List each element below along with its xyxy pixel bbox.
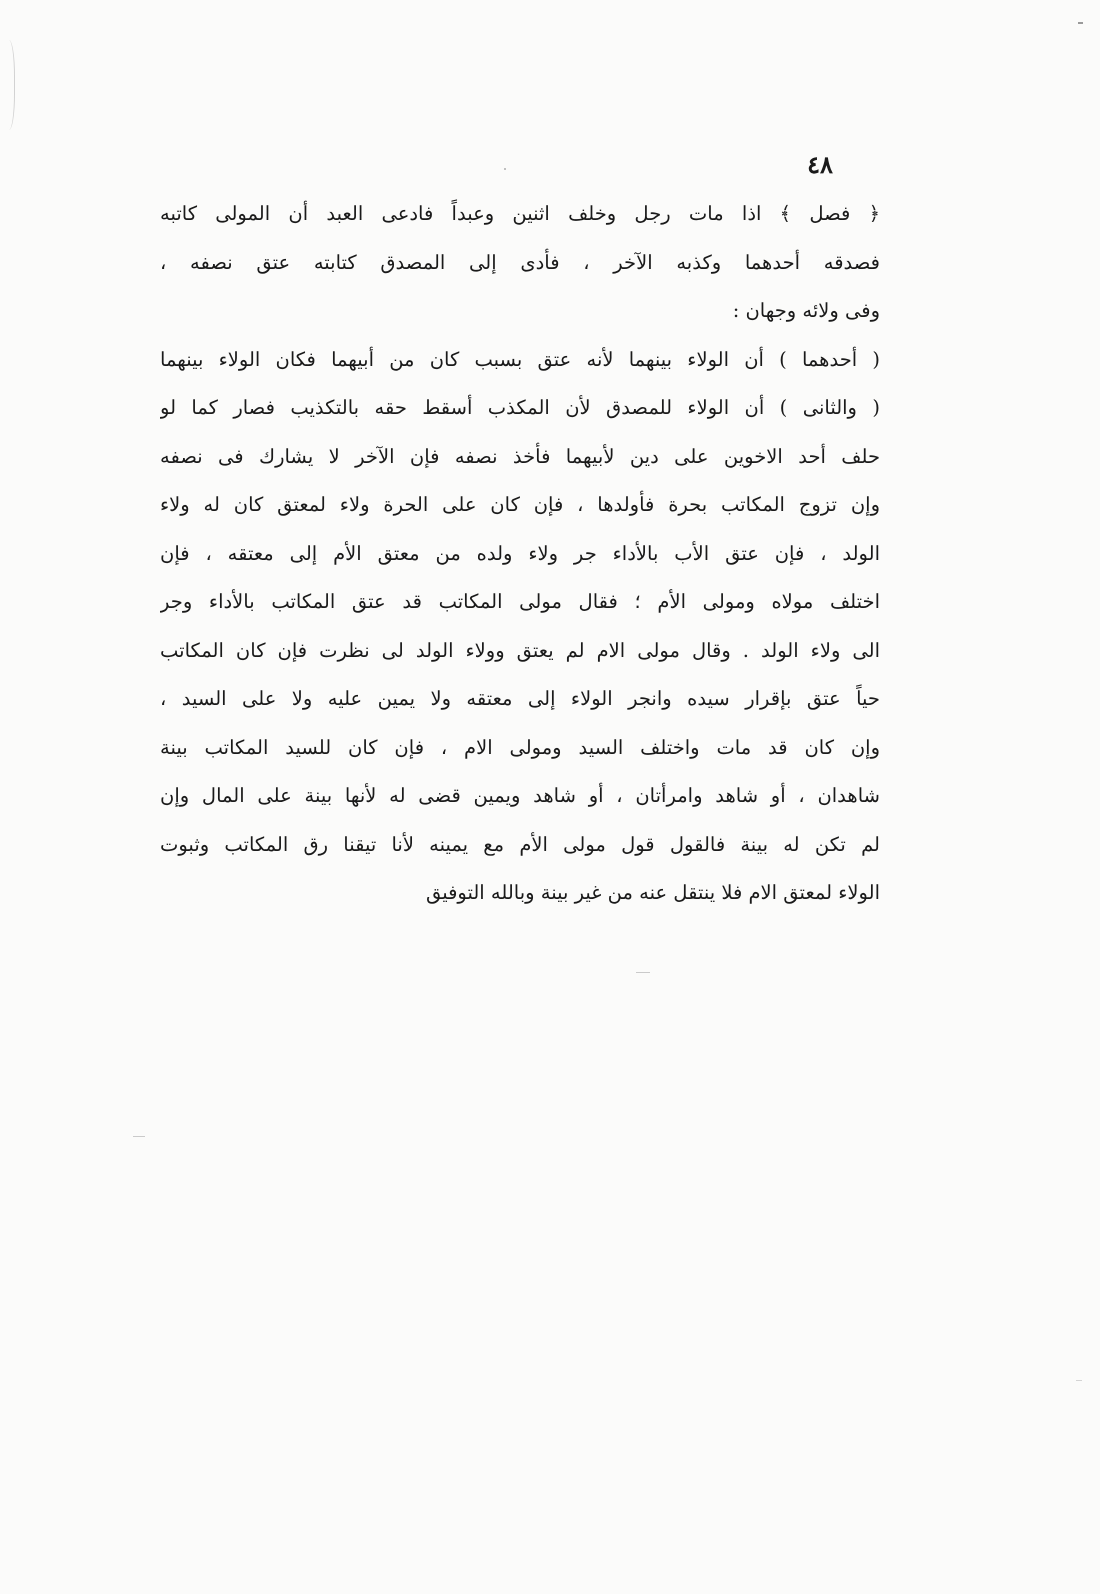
page-number: ٤٨ xyxy=(807,150,833,179)
text-line: وإن كان قد مات واختلف السيد ومولى الام ، فإن كان للسيد المكاتب بينة xyxy=(160,735,880,759)
text-line: الولاء لمعتق الام فلا ينتقل عنه من غير بينة وبالله التوفيق xyxy=(425,881,880,904)
scan-speck xyxy=(1076,1380,1082,1381)
text-line: حياً عتق بإقرار سيده وانجر الولاء إلى معتقه ولا يمين عليه ولا على السيد ، xyxy=(160,687,880,710)
scan-speck xyxy=(133,1136,145,1137)
text-line: ( والثانى ) أن الولاء للمصدق لأن المكذب أسقط حقه بالتكذيب فصار كما لو xyxy=(160,396,880,419)
text-line: الولد ، فإن عتق الأب بالأداء جر ولاء ولده من معتق الأم إلى معتقه ، فإن xyxy=(160,541,880,565)
text-line: الى ولاء الولد . وقال مولى الام لم يعتق وولاء الولد لى نظرت فإن كان المكاتب xyxy=(160,638,880,662)
text-line: ﴿ فصل ﴾ اذا مات رجل وخلف اثنين وعبداً فادعى العبد أن المولى كاتبه xyxy=(160,202,880,225)
scan-speck xyxy=(636,972,650,973)
body-text xyxy=(160,190,880,918)
text-line: اختلف مولاه ومولى الأم ؛ فقال مولى المكاتب قد عتق المكاتب بالأداء وجر xyxy=(160,590,880,613)
text-line: ( أحدهما ) أن الولاء بينهما لأنه عتق بسبب كان من أبيهما فكان الولاء بينهما xyxy=(160,347,880,371)
text-line: فصدقه أحدهما وكذبه الآخر ، فأدى إلى المصدق كتابته عتق نصفه ، xyxy=(160,250,880,274)
text-line: لم تكن له بينة فالقول قول مولى الأم مع يمينه لأنا تيقنا رق المكاتب وثبوت xyxy=(160,832,880,856)
text-line: حلف أحد الاخوين على دين لأبيهما فأخذ نصفه فإن الآخر لا يشارك فى نصفه xyxy=(160,444,880,468)
text-line: وفى ولائه وجهان : xyxy=(732,299,880,322)
scan-speck xyxy=(504,168,506,170)
text-line: وإن تزوج المكاتب بحرة فأولدها ، فإن كان على الحرة ولاء لمعتق كان له ولاء xyxy=(160,493,880,516)
text-line: شاهدان ، أو شاهد وامرأتان ، أو شاهد ويمين قضى له لأنها بينة على المال وإن xyxy=(160,784,880,807)
scan-edge-mark xyxy=(0,40,15,130)
scan-speck xyxy=(1078,22,1083,24)
